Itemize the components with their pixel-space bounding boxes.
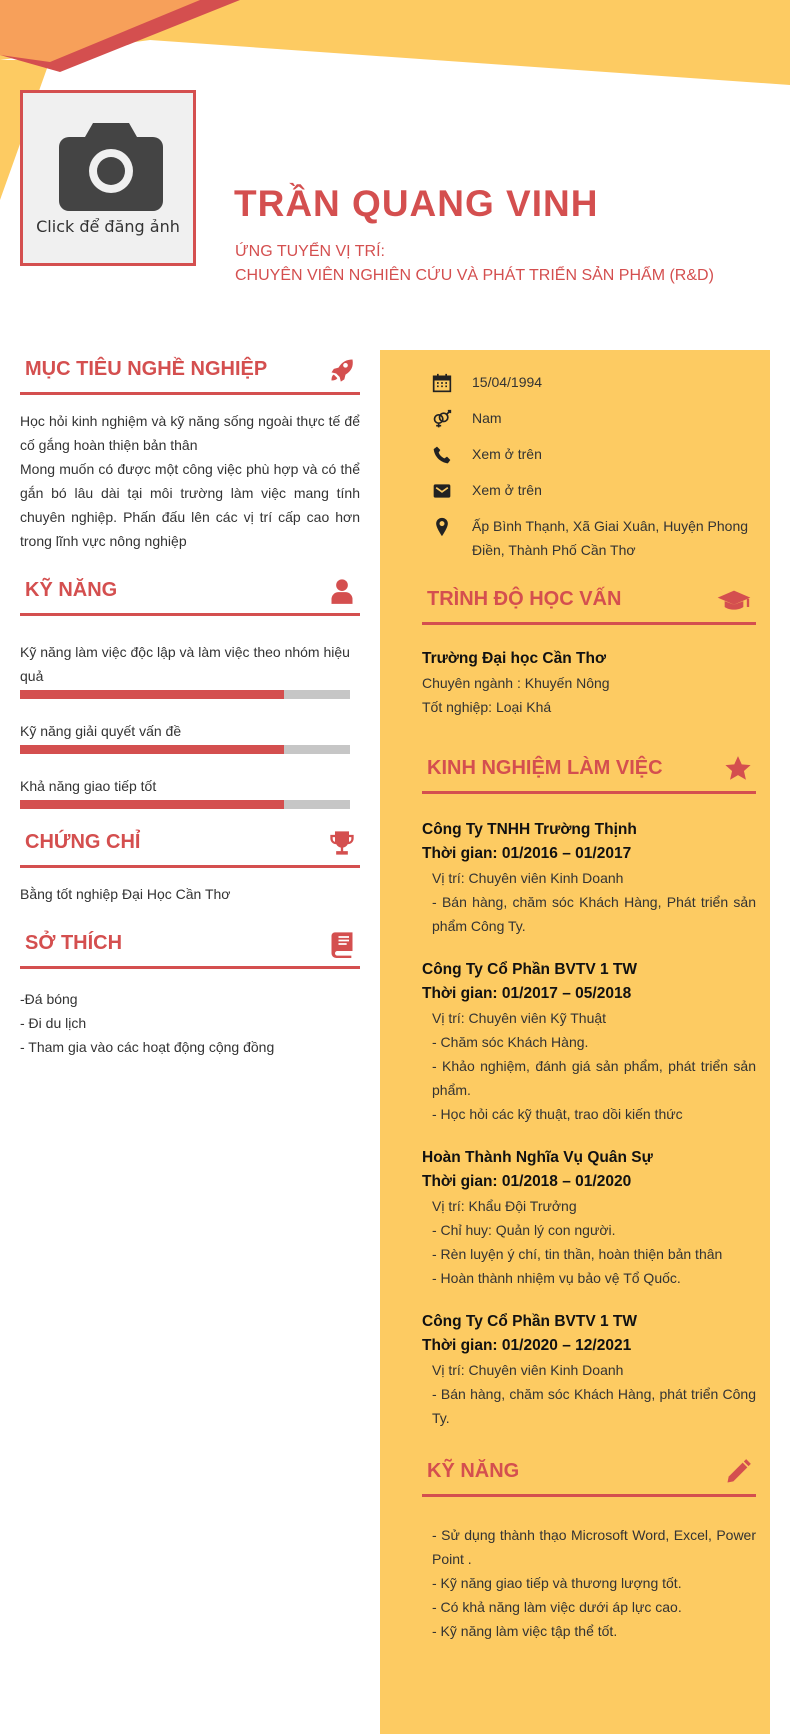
- skill-bar: [20, 690, 350, 699]
- skills-header: [20, 571, 360, 616]
- dob-row: [422, 370, 756, 394]
- job-line: - Học hỏi các kỹ thuật, trao dồi kiến thức: [432, 1106, 683, 1122]
- objective-header: [20, 350, 360, 395]
- section-title: CHỨNG CHỈ: [25, 831, 141, 853]
- skill-bar-fill: [20, 745, 284, 754]
- job-company: Hoàn Thành Nghĩa Vụ Quân Sự: [422, 1149, 653, 1166]
- skill-label: Kỹ năng làm việc độc lập và làm việc theo nhóm hiệu quả: [20, 644, 350, 684]
- apply-label: ỨNG TUYỂN VỊ TRÍ:: [235, 243, 385, 260]
- job-entry: [422, 958, 756, 1126]
- skill-label: Kỹ năng giải quyết vấn đề: [20, 723, 182, 739]
- job-line: - Chăm sóc Khách Hàng.: [432, 1034, 589, 1050]
- calendar-icon: [432, 373, 452, 393]
- education-header: [422, 580, 756, 625]
- job-time: Thời gian: 01/2018 – 01/2020: [422, 1173, 632, 1190]
- dob-value: 15/04/1994: [472, 374, 543, 390]
- address-value: Ấp Bình Thạnh, Xã Giai Xuân, Huyện Phong Điền, Thành Phố Cần Thơ: [472, 518, 749, 558]
- phone-value: Xem ở trên: [472, 446, 542, 462]
- trophy-icon: [328, 829, 356, 857]
- objective-text-1: Học hỏi kinh nghiệm và kỹ năng sống ngoài thực tế để cố gắng hoàn thiện bản thân: [20, 413, 360, 453]
- user-icon: [328, 577, 356, 605]
- apply-position: [235, 240, 714, 288]
- skill-bar: [20, 800, 350, 809]
- gender-icon: [432, 409, 452, 429]
- hobby-item: -Đá bóng: [20, 991, 78, 1007]
- job-company: Công Ty Cổ Phần BVTV 1 TW: [422, 1313, 637, 1330]
- job-line: - Bán hàng, chăm sóc Khách Hàng, Phát triển sản phẩm Công Ty.: [432, 894, 756, 934]
- email-value: Xem ở trên: [472, 482, 542, 498]
- hobby-item: - Tham gia vào các hoạt động cộng đồng: [20, 1039, 275, 1055]
- job-time: Thời gian: 01/2017 – 05/2018: [422, 985, 632, 1002]
- position-title: CHUYÊN VIÊN NGHIÊN CỨU VÀ PHÁT TRIỂN SẢN PHẨM (R&D): [235, 267, 714, 284]
- camera-icon: [59, 119, 163, 211]
- education-major: Chuyên ngành : Khuyến Nông: [422, 675, 610, 691]
- section-title: KỸ NĂNG: [427, 1460, 520, 1482]
- hobby-item: - Đi du lịch: [20, 1015, 87, 1031]
- section-title: MỤC TIÊU NGHỀ NGHIỆP: [25, 358, 268, 380]
- skill-bar-fill: [20, 690, 284, 699]
- school-name: Trường Đại học Cần Thơ: [422, 650, 606, 667]
- star-icon: [724, 755, 752, 783]
- job-time: Thời gian: 01/2020 – 12/2021: [422, 1337, 632, 1354]
- location-pin-icon: [432, 517, 452, 537]
- book-icon: [328, 930, 356, 958]
- job-entry: [422, 1310, 756, 1430]
- education-grade: Tốt nghiệp: Loại Khá: [422, 699, 552, 715]
- right-column: [422, 370, 756, 1643]
- certificates-header: [20, 823, 360, 868]
- skill-bar: [20, 745, 350, 754]
- job-line: Vị trí: Chuyên viên Kinh Doanh: [432, 1362, 624, 1378]
- job-line: - Rèn luyện ý chí, tin thần, hoàn thiện bản thân: [432, 1246, 723, 1262]
- job-company: Công Ty Cổ Phần BVTV 1 TW: [422, 961, 637, 978]
- job-company: Công Ty TNHH Trường Thịnh: [422, 821, 637, 838]
- email-icon: [432, 481, 452, 501]
- certificate-text: Bằng tốt nghiệp Đại Học Cần Thơ: [20, 886, 231, 902]
- section-title: KỸ NĂNG: [25, 579, 118, 601]
- skill-item: [20, 719, 360, 754]
- skill-item: [20, 640, 360, 699]
- profile-photo-upload[interactable]: [20, 90, 196, 266]
- section-title: KINH NGHIỆM LÀM VIỆC: [427, 757, 663, 779]
- photo-caption: Click để đăng ảnh: [36, 217, 180, 236]
- candidate-name: TRẦN QUANG VINH: [234, 183, 599, 224]
- job-line: - Chỉ huy: Quản lý con người.: [432, 1222, 616, 1238]
- right-skills-header: [422, 1452, 756, 1497]
- job-line: Vị trí: Chuyên viên Kỹ Thuật: [432, 1010, 607, 1026]
- skill-line: - Sử dụng thành thạo Microsoft Word, Excel, Power Point .: [432, 1527, 756, 1567]
- section-title: SỞ THÍCH: [25, 932, 123, 954]
- skill-line: - Kỹ năng làm việc tập thể tốt.: [432, 1623, 618, 1639]
- hobbies-header: [20, 924, 360, 969]
- skill-bar-fill: [20, 800, 284, 809]
- section-title: TRÌNH ĐỘ HỌC VẤN: [427, 588, 622, 610]
- skill-label: Khả năng giao tiếp tốt: [20, 778, 157, 794]
- gender-value: Nam: [472, 410, 502, 426]
- phone-icon: [432, 445, 452, 465]
- experience-header: [422, 749, 756, 794]
- objective-text-2: Mong muốn có được một công việc phù hợp và có thể gắn bó lâu dài tại môi trường làm việc mang tính chuyên nghiệp. Phấn đấu lên các vị trí cấp cao hơn trong lĩnh vực nông nghiệp: [20, 461, 360, 549]
- skill-line: - Kỹ năng giao tiếp và thương lượng tốt.: [432, 1575, 682, 1591]
- job-line: Vị trí: Chuyên viên Kinh Doanh: [432, 870, 624, 886]
- rocket-icon: [328, 356, 356, 384]
- job-line: - Khảo nghiệm, đánh giá sản phẩm, phát triển sản phẩm.: [432, 1058, 756, 1098]
- left-column: [20, 350, 360, 1059]
- skill-item: [20, 774, 360, 809]
- gender-row: [422, 406, 756, 430]
- email-row: [422, 478, 756, 502]
- graduation-cap-icon: [716, 586, 752, 614]
- job-entry: [422, 1146, 756, 1290]
- phone-row: [422, 442, 756, 466]
- job-entry: [422, 818, 756, 938]
- job-line: Vị trí: Khẩu Đội Trưởng: [432, 1198, 577, 1214]
- job-time: Thời gian: 01/2016 – 01/2017: [422, 845, 632, 862]
- pencil-icon: [724, 1458, 752, 1486]
- address-row: [422, 514, 756, 562]
- job-line: - Bán hàng, chăm sóc Khách Hàng, phát triển Công Ty.: [432, 1386, 756, 1426]
- job-line: - Hoàn thành nhiệm vụ bảo vệ Tổ Quốc.: [432, 1270, 681, 1286]
- skill-line: - Có khả năng làm việc dưới áp lực cao.: [432, 1599, 682, 1615]
